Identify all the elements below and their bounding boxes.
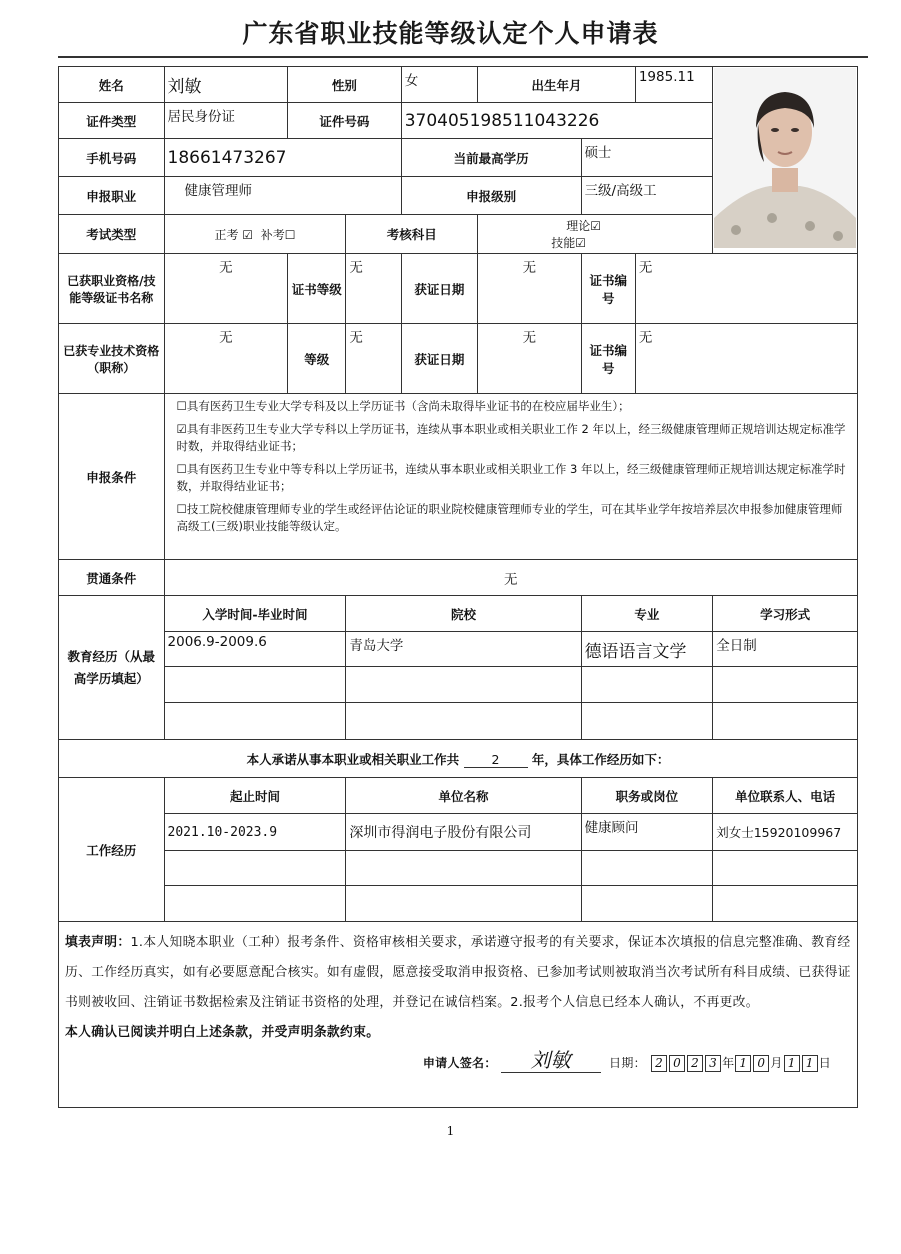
day-digit-2[interactable]: 1 [802,1055,818,1072]
cert-level-label: 证书等级 [288,254,346,324]
edu-school[interactable]: 青岛大学 [346,632,581,667]
name-label: 姓名 [59,67,165,103]
edu-period[interactable]: 2006.9-2009.6 [164,632,346,667]
edu-header-mode: 学习形式 [713,596,858,632]
work-empty-cell[interactable] [164,886,346,922]
commitment-line [59,740,858,778]
id-number-label: 证件号码 [288,103,402,139]
level-value[interactable]: 三级/高级工 [581,177,713,215]
level-label: 申报级别 [401,177,581,215]
cert-level-value[interactable]: 无 [346,254,401,324]
exam-makeup-checkbox[interactable]: 补考☐ [260,227,296,242]
commitment-suffix: 年，具体工作经历如下： [531,751,670,767]
declaration-confirm: 本人确认已阅读并明白上述条款，并受声明条款约束。 [65,1025,380,1040]
work-empty-cell[interactable] [713,886,858,922]
edu-empty-cell[interactable] [346,667,581,703]
work-header-company: 单位名称 [346,778,581,814]
work-history-label: 工作经历 [59,778,165,922]
exam-type-label: 考试类型 [59,215,165,254]
cert-name-label: 已获职业资格/技能等级证书名称 [59,254,165,324]
tech-name-value[interactable]: 无 [164,324,288,394]
declaration-block [59,922,858,1108]
edu-empty-cell[interactable] [164,703,346,740]
tech-level-value[interactable]: 无 [346,324,401,394]
date-label: 日期： [609,1056,646,1070]
work-empty-cell[interactable] [581,851,713,886]
work-empty-cell[interactable] [581,886,713,922]
birth-value[interactable]: 1985.11 [635,67,712,103]
work-empty-cell[interactable] [713,851,858,886]
cert-date-value[interactable]: 无 [478,254,582,324]
day-digit-1[interactable]: 1 [784,1055,800,1072]
id-number-value[interactable]: 370405198511043226 [401,103,713,139]
applicant-photo [713,67,858,254]
work-contact[interactable]: 刘女士15920109967 [713,814,858,851]
work-empty-cell[interactable] [346,886,581,922]
title-rule [58,56,868,58]
year-digit-4[interactable]: 3 [705,1055,721,1072]
month-digit-2[interactable]: 0 [753,1055,769,1072]
tech-number-value[interactable]: 无 [635,324,857,394]
edu-empty-cell[interactable] [713,667,858,703]
edu-major[interactable]: 德语语言文学 [581,632,713,667]
tech-title-label: 已获专业技术资格（职称） [59,324,165,394]
gender-value[interactable]: 女 [401,67,477,103]
condition-option-4[interactable]: ☐技工院校健康管理师专业的学生或经评估论证的职业院校健康管理师专业的学生，可在其毕业学年按培养层次申报参加健康管理师高级工(三级)职业技能等级认定。 [176,502,843,533]
portrait-image [714,68,856,248]
id-type-label: 证件类型 [59,103,165,139]
grade-label: 等级 [288,324,346,394]
year-digit-1[interactable]: 2 [651,1055,667,1072]
phone-value[interactable]: 18661473267 [164,139,401,177]
edu-header-period: 入学时间-毕业时间 [164,596,346,632]
edu-header-major: 专业 [581,596,713,632]
work-header-contact: 单位联系人、电话 [713,778,858,814]
application-form [58,66,858,1108]
tech-date-value[interactable]: 无 [478,324,582,394]
skill-checkbox[interactable]: 技能☑ [551,236,587,250]
education-value[interactable]: 硕士 [581,139,713,177]
month-unit: 月 [770,1056,783,1070]
edu-empty-cell[interactable] [346,703,581,740]
work-header-period: 起止时间 [164,778,346,814]
condition-option-3[interactable]: ☐具有医药卫生专业中等专科以上学历证书，连续从事本职业或相关职业工作 3 年以上，经三级健康管理师正规培训达规定标准学时数，并取得结业证书； [176,462,846,493]
work-empty-cell[interactable] [164,851,346,886]
education-label: 当前最高学历 [401,139,581,177]
get-date-label: 获证日期 [401,254,477,324]
year-digit-2[interactable]: 0 [669,1055,685,1072]
declaration-heading: 填表声明： [65,935,131,950]
name-value[interactable]: 刘敏 [164,67,288,103]
exam-normal-checkbox[interactable]: 正考 ☑ [214,227,254,242]
sign-label: 申请人签名： [422,1056,497,1070]
birth-label: 出生年月 [478,67,636,103]
work-position[interactable]: 健康顾问 [581,814,713,851]
applicant-signature[interactable]: 刘敏 [501,1048,601,1073]
work-period[interactable]: 2021.10-2023.9 [164,814,346,851]
condition-option-2[interactable]: ☑具有非医药卫生专业大学专科以上学历证书，连续从事本职业或相关职业工作 2 年以上，经三级健康管理师正规培训达规定标准学时数，并取得结业证书； [176,422,846,453]
cert-name-value[interactable]: 无 [164,254,288,324]
cert-number-value[interactable]: 无 [635,254,857,324]
occupation-label: 申报职业 [59,177,165,215]
conditions-list [164,394,857,560]
cert-no-label: 证书编号 [581,254,635,324]
page-number: 1 [446,1124,455,1138]
edu-header-school: 院校 [346,596,581,632]
work-empty-cell[interactable] [346,851,581,886]
subjects-label: 考核科目 [346,215,478,254]
work-company[interactable]: 深圳市得润电子股份有限公司 [346,814,581,851]
tech-no-label: 证书编号 [581,324,635,394]
through-value[interactable]: 无 [164,560,857,596]
through-label: 贯通条件 [59,560,165,596]
month-digit-1[interactable]: 1 [735,1055,751,1072]
work-header-position: 职务或岗位 [581,778,713,814]
occupation-value[interactable]: 健康管理师 [164,177,401,215]
commitment-prefix: 本人承诺从事本职业或相关职业工作共 [246,751,460,767]
condition-option-1[interactable]: ☐具有医药卫生专业大学专科及以上学历证书（含尚未取得毕业证书的在校应届毕业生）； [176,399,630,413]
day-unit: 日 [818,1056,831,1070]
edu-empty-cell[interactable] [581,703,713,740]
theory-checkbox[interactable]: 理论☑ [566,219,602,233]
gender-label: 性别 [288,67,402,103]
year-digit-3[interactable]: 2 [687,1055,703,1072]
edu-empty-cell[interactable] [164,667,346,703]
edu-empty-cell[interactable] [581,667,713,703]
conditions-label: 申报条件 [59,394,165,560]
form-title: 广东省职业技能等级认定个人申请表 [242,19,659,48]
edu-history-label: 教育经历（从最高学历填起） [59,596,165,740]
tech-date-label: 获证日期 [401,324,477,394]
declaration-text: 1.本人知晓本职业（工种）报考条件、资格审核相关要求，承诺遵守报考的有关要求，保证本次填报的信息完整准确、教育经历、工作经历真实，如有必要愿意配合核实。如有虚假，愿意接受取消申报资格、已参加考试则被取消当次考试所有科目成绩、已获得证书则被收回、注销证书数据检索及注销证书资格的处理，并登记在诚信档案。2.报考个人信息已经本人确认，不再更改。 [65,935,851,1010]
year-unit: 年 [722,1056,735,1070]
edu-mode[interactable]: 全日制 [713,632,858,667]
commitment-years[interactable]: 2 [464,752,528,768]
phone-label: 手机号码 [59,139,165,177]
id-type-value[interactable]: 居民身份证 [164,103,288,139]
edu-empty-cell[interactable] [713,703,858,740]
